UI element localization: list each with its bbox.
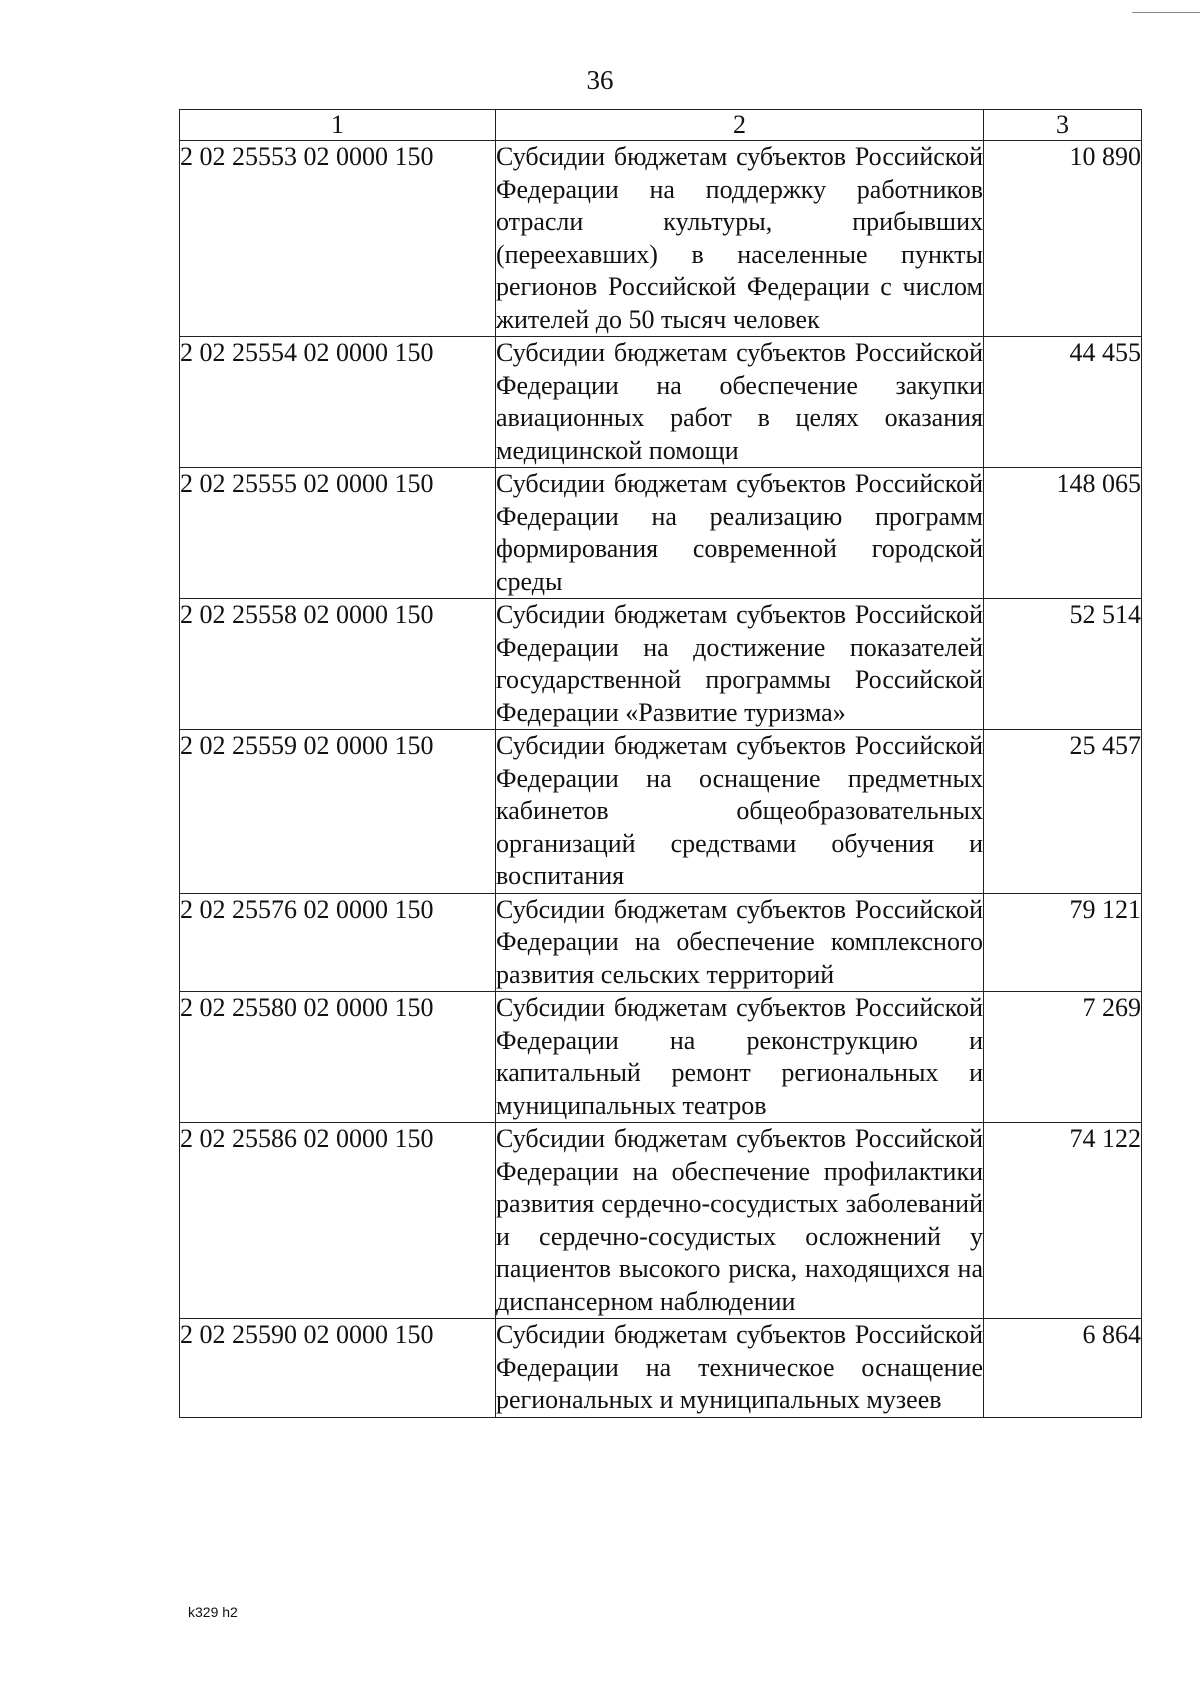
table-row bbox=[180, 893, 1142, 992]
row-code: 2 02 25590 02 0000 150 bbox=[180, 1319, 496, 1418]
row-amount: 79 121 bbox=[984, 893, 1142, 992]
row-code: 2 02 25559 02 0000 150 bbox=[180, 730, 496, 894]
row-code: 2 02 25580 02 0000 150 bbox=[180, 992, 496, 1123]
row-amount: 6 864 bbox=[984, 1319, 1142, 1418]
row-name: Субсидии бюджетам субъектов Российской Федерации на достижение показателей государственной программы Российской Федерации «Развитие туризма» bbox=[496, 599, 984, 730]
table-row bbox=[180, 730, 1142, 894]
row-amount: 44 455 bbox=[984, 337, 1142, 468]
table-row bbox=[180, 468, 1142, 599]
row-code: 2 02 25555 02 0000 150 bbox=[180, 468, 496, 599]
table-row bbox=[180, 992, 1142, 1123]
scan-corner-mark bbox=[1132, 12, 1200, 13]
table-row bbox=[180, 141, 1142, 337]
row-code: 2 02 25576 02 0000 150 bbox=[180, 893, 496, 992]
row-amount: 74 122 bbox=[984, 1123, 1142, 1319]
row-amount: 148 065 bbox=[984, 468, 1142, 599]
row-name: Субсидии бюджетам субъектов Российской Федерации на реконструкцию и капитальный ремонт региональных и муниципальных театров bbox=[496, 992, 984, 1123]
row-name: Субсидии бюджетам субъектов Российской Федерации на техническое оснащение региональных и муниципальных музеев bbox=[496, 1319, 984, 1418]
table-row bbox=[180, 1319, 1142, 1418]
table-row bbox=[180, 599, 1142, 730]
row-code: 2 02 25554 02 0000 150 bbox=[180, 337, 496, 468]
row-name: Субсидии бюджетам субъектов Российской Федерации на реализацию программ формирования современной городской среды bbox=[496, 468, 984, 599]
table-header-row bbox=[180, 110, 1142, 141]
row-code: 2 02 25553 02 0000 150 bbox=[180, 141, 496, 337]
column-header-code: 1 bbox=[180, 110, 496, 141]
row-code: 2 02 25586 02 0000 150 bbox=[180, 1123, 496, 1319]
row-name: Субсидии бюджетам субъектов Российской Федерации на обеспечение закупки авиационных работ в целях оказания медицинской помощи bbox=[496, 337, 984, 468]
row-code: 2 02 25558 02 0000 150 bbox=[180, 599, 496, 730]
row-amount: 25 457 bbox=[984, 730, 1142, 894]
row-name: Субсидии бюджетам субъектов Российской Федерации на оснащение предметных кабинетов общеобразовательных организаций средствами обучения и воспитания bbox=[496, 730, 984, 894]
table-row bbox=[180, 1123, 1142, 1319]
footer-document-code: k329 h2 bbox=[188, 1604, 238, 1620]
page-number: 36 bbox=[586, 65, 614, 95]
row-name: Субсидии бюджетам субъектов Российской Федерации на обеспечение комплексного развития сельских территорий bbox=[496, 893, 984, 992]
column-header-name: 2 bbox=[496, 110, 984, 141]
column-header-amount: 3 bbox=[984, 110, 1142, 141]
row-name: Субсидии бюджетам субъектов Российской Федерации на поддержку работников отрасли культуры, прибывших (переехавших) в населенные пункты регионов Российской Федерации с числом жителей до 50 тысяч человек bbox=[496, 141, 984, 337]
row-amount: 10 890 bbox=[984, 141, 1142, 337]
row-name: Субсидии бюджетам субъектов Российской Федерации на обеспечение профилактики развития сердечно-сосудистых заболеваний и сердечно-сосудистых осложнений у пациентов высокого риска, находящихся на диспансерном наблюдении bbox=[496, 1123, 984, 1319]
table-row bbox=[180, 337, 1142, 468]
row-amount: 52 514 bbox=[984, 599, 1142, 730]
budget-table bbox=[179, 109, 1142, 1418]
row-amount: 7 269 bbox=[984, 992, 1142, 1123]
